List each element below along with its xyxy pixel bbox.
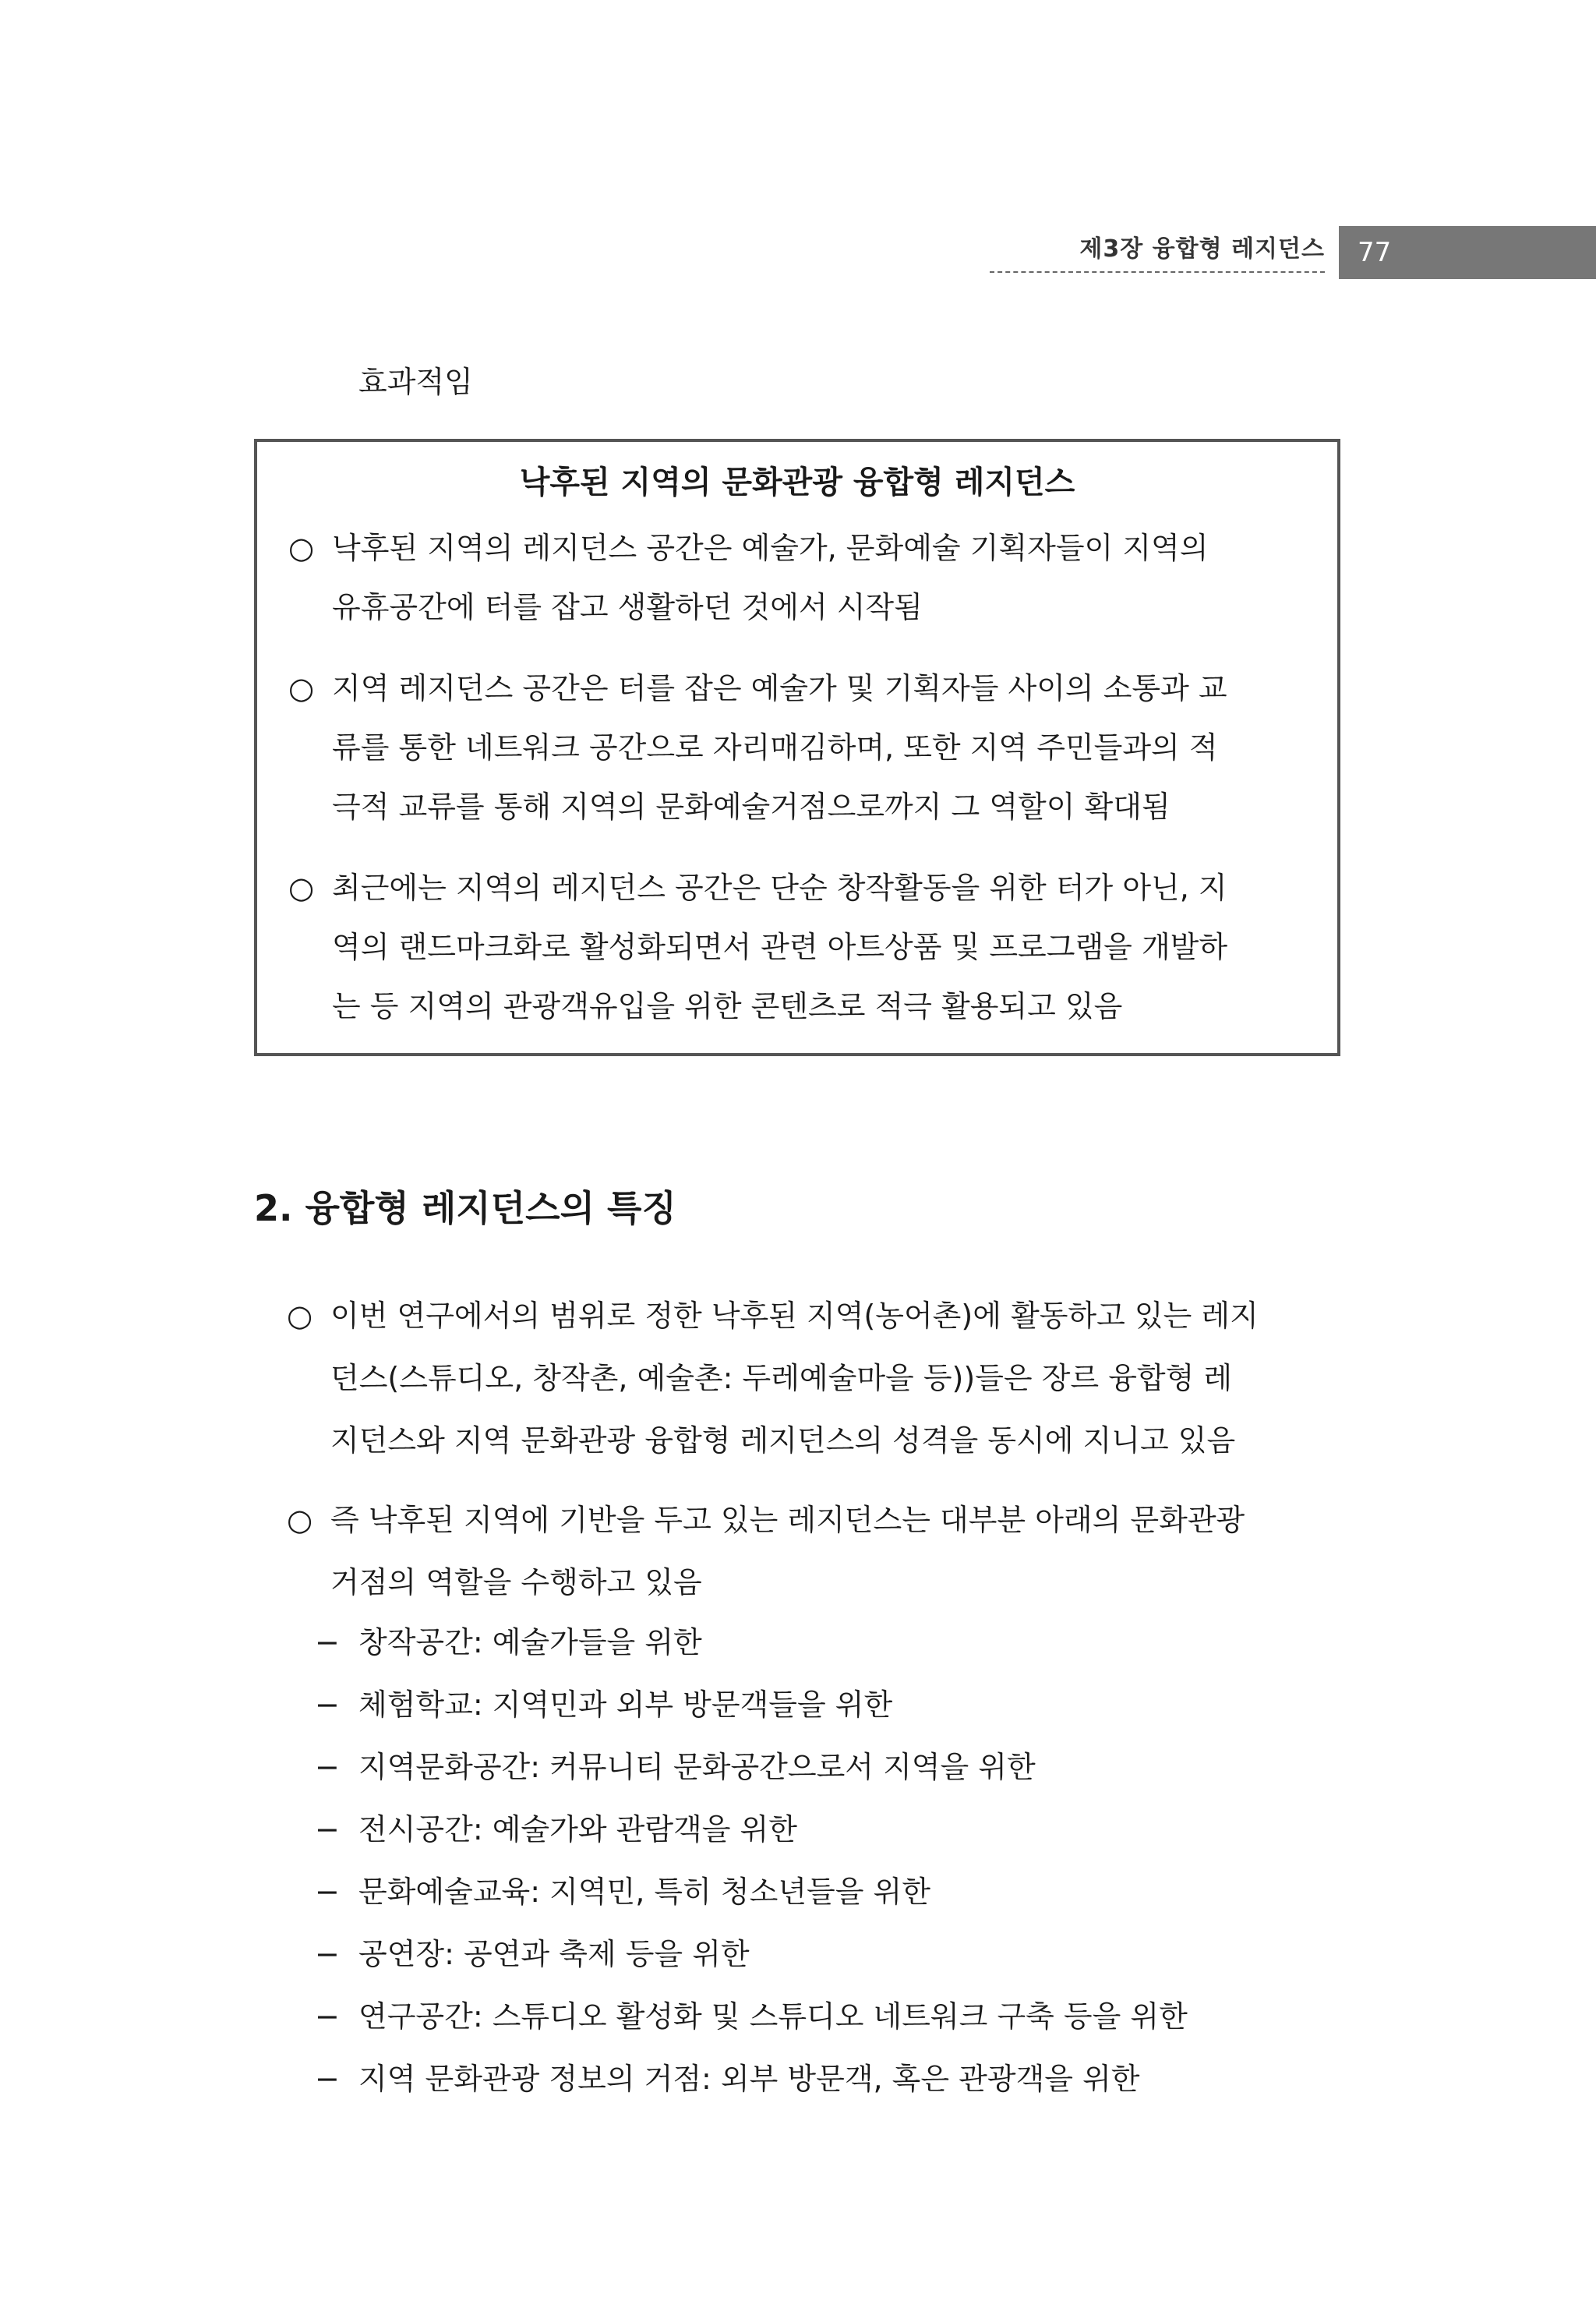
dash-bullet-icon: − [315,1812,340,1847]
function-list [315,1611,1188,2110]
dash-bullet-icon: − [315,1875,340,1909]
section-bullet-2 [287,1489,1347,1613]
circle-bullet-icon: ○ [288,671,315,705]
list-item: − 체험학교: 지역민과 외부 방문객들을 위한 [315,1673,1188,1736]
circle-bullet-icon: ○ [288,531,315,565]
box-bullet-3 [288,858,1314,1036]
dash-bullet-icon: − [315,1750,340,1784]
list-item: − 연구공간: 스튜디오 활성화 및 스튜디오 네트워크 구축 등을 위한 [315,1985,1188,2048]
section-bullet-1 [287,1285,1347,1472]
box-bullet-line: 류를 통한 네트워크 공간으로 자리매김하며, 또한 지역 주민들과의 적 [332,730,1218,765]
box-bullet-line: 극적 교류를 통해 지역의 문화예술거점으로까지 그 역할이 확대됨 [332,790,1171,824]
list-item: − 지역문화공간: 커뮤니티 문화공간으로서 지역을 위한 [315,1736,1188,1798]
dash-bullet-icon: − [315,1688,340,1722]
list-item: − 공연장: 공연과 축제 등을 위한 [315,1923,1188,1985]
section-bullet-line: 거점의 역할을 수행하고 있음 [330,1565,702,1599]
section-bullet-line: ○ 즉 낙후된 지역에 기반을 두고 있는 레지던스는 대부분 아래의 문화관광 [287,1489,1347,1551]
box-bullet-line: 유휴공간에 터를 잡고 생활하던 것에서 시작됨 [332,590,923,624]
box-title: 낙후된 지역의 문화관광 융합형 레지던스 [519,465,1075,500]
box-bullet-line: ○ 최근에는 지역의 레지던스 공간은 단순 창작활동을 위한 터가 아닌, 지 [288,858,1314,917]
dash-bullet-icon: − [315,1625,340,1659]
dash-bullet-icon: − [315,1999,340,2034]
running-header-chapter: 제3장 융합형 레지던스 [990,234,1325,273]
dash-bullet-icon: − [315,2062,340,2096]
circle-bullet-icon: ○ [288,871,315,905]
list-item: − 전시공간: 예술가와 관람객을 위한 [315,1798,1188,1861]
list-item: − 문화예술교육: 지역민, 특히 청소년들을 위한 [315,1861,1188,1923]
box-bullet-line: ○ 지역 레지던스 공간은 터를 잡은 예술가 및 기획자들 사이의 소통과 교 [288,659,1314,718]
section-bullet-line: 던스(스튜디오, 창작촌, 예술촌: 두레예술마을 등))들은 장르 융합형 레 [330,1361,1233,1395]
intro-continuation-text: 효과적임 [358,365,473,399]
box-bullet-1 [288,518,1314,637]
dash-bullet-icon: − [315,1937,340,1971]
section-bullet-line: ○ 이번 연구에서의 범위로 정한 낙후된 지역(농어촌)에 활동하고 있는 레지 [287,1285,1347,1347]
circle-bullet-icon: ○ [287,1299,313,1333]
list-item: − 지역 문화관광 정보의 거점: 외부 방문객, 혹은 관광객을 위한 [315,2048,1188,2110]
summary-box [254,439,1340,1056]
box-bullet-line: ○ 낙후된 지역의 레지던스 공간은 예술가, 문화예술 기획자들이 지역의 [288,518,1314,578]
section-bullet-line: 지던스와 지역 문화관광 융합형 레지던스의 성격을 동시에 지니고 있음 [330,1423,1236,1458]
box-bullet-line: 역의 랜드마크화로 활성화되면서 관련 아트상품 및 프로그램을 개발하 [332,930,1228,964]
box-bullet-2 [288,659,1314,836]
box-bullet-line: 는 등 지역의 관광객유입을 위한 콘텐츠로 적극 활용되고 있음 [332,989,1123,1023]
section-heading: 2. 융합형 레지던스의 특징 [254,1187,676,1229]
list-item: − 창작공간: 예술가들을 위한 [315,1611,1188,1673]
circle-bullet-icon: ○ [287,1503,313,1537]
page-number: 77 [1339,226,1596,279]
